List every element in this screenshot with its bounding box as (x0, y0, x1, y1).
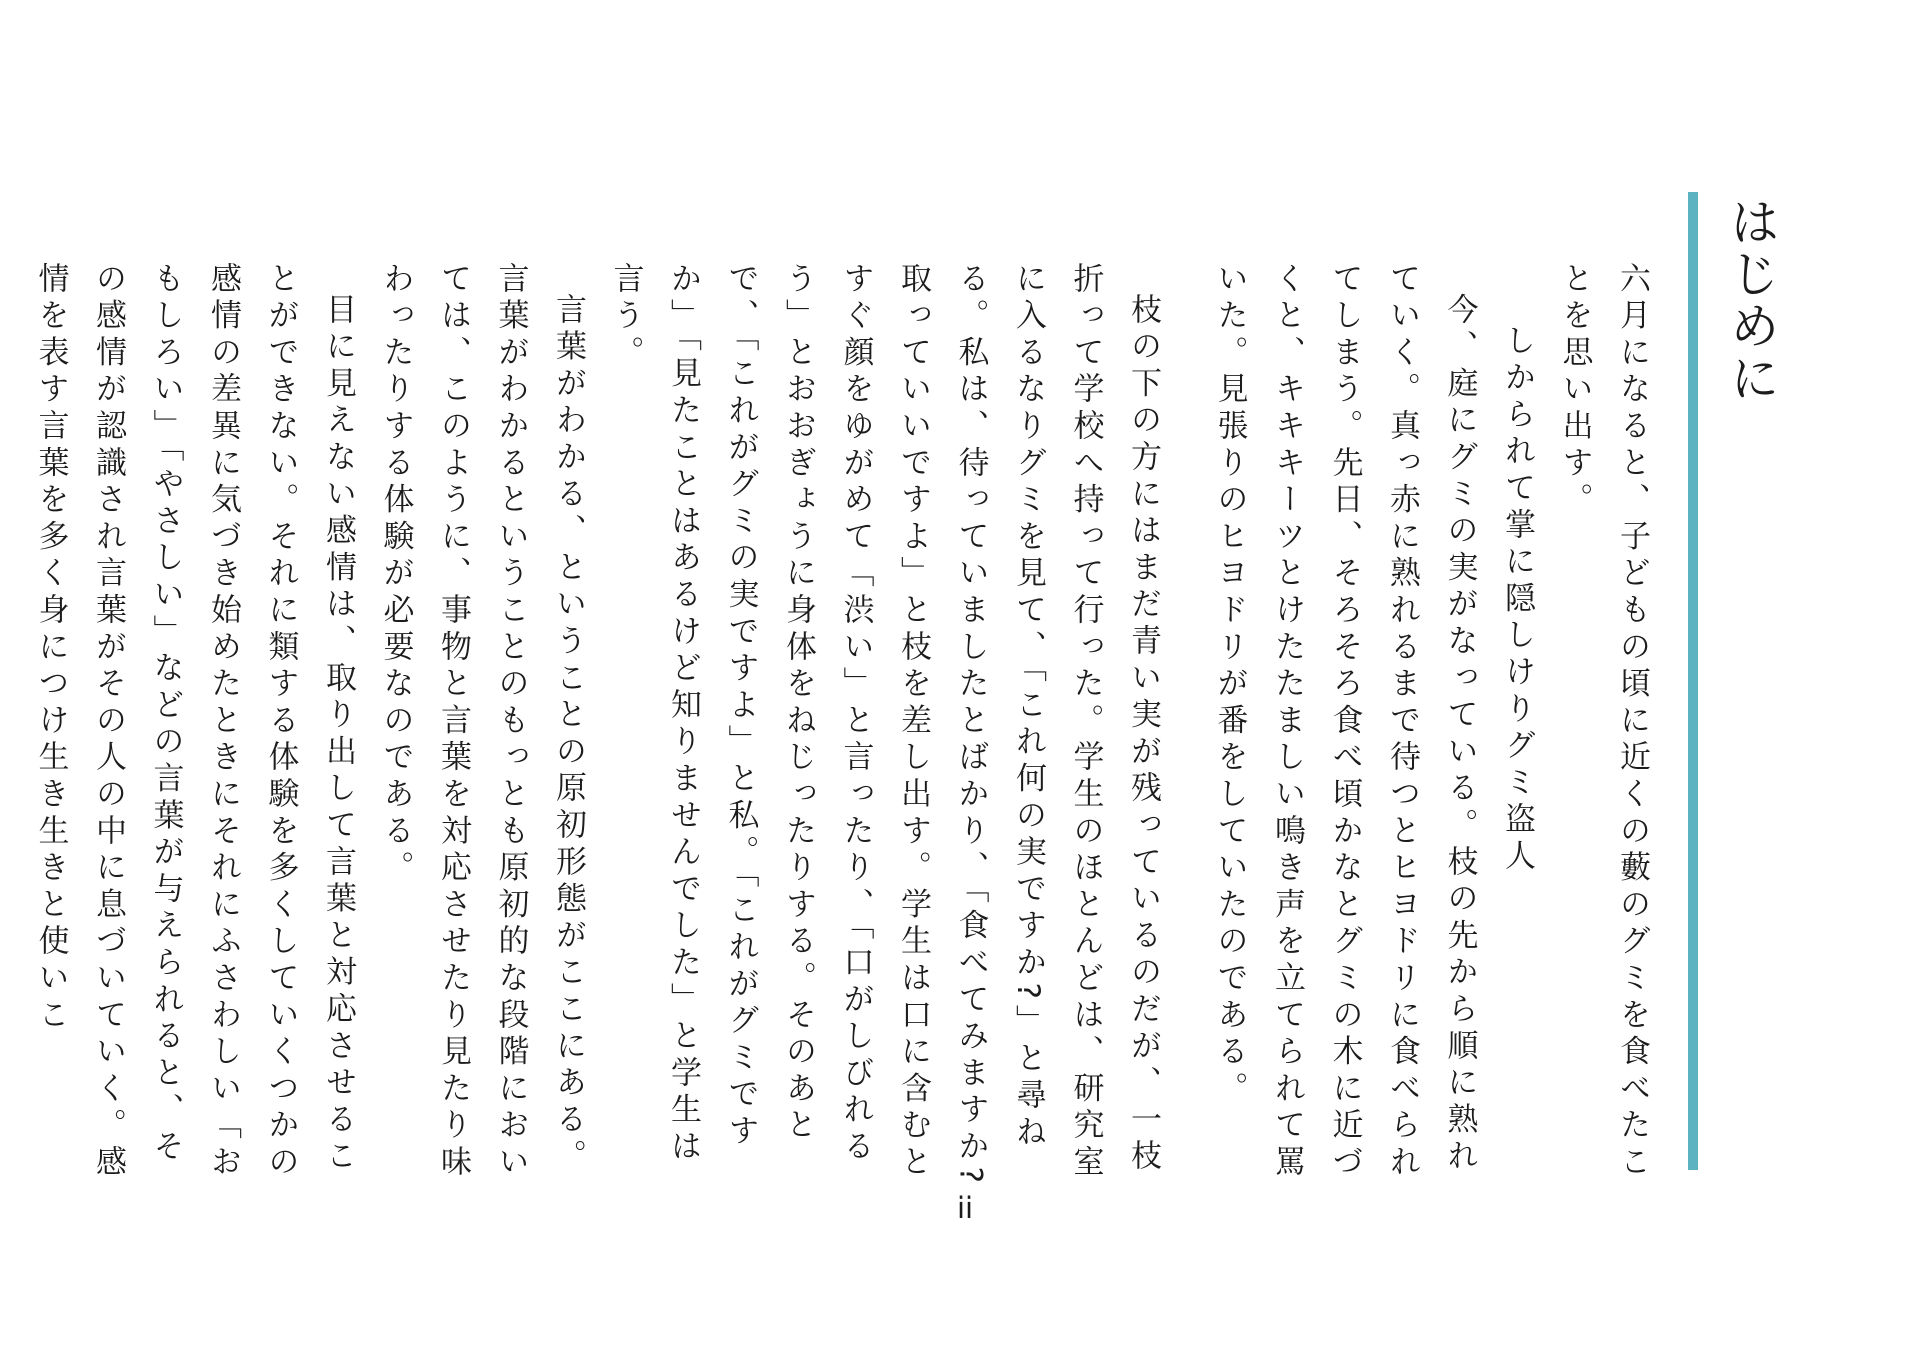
paragraph-understanding: 言葉がわかる、ということの原初形態がここにある。言葉がわかるということのもっとも原初的な段階においては、このように、事物と言葉を対応させたり見たり味わったりする体験が必要なのである。 (377, 262, 586, 1182)
body-text (32, 262, 1660, 1197)
paragraph-emotions: 目に見えない感情は、取り出して言葉と対応させることができない。それに類する体験を多くしていくつかの感情の差異に気づき始めたときにそれにふさわしい「おもしろい」「やさしい」などの言葉が与えられると、その感情が認識され言葉がその人の中に息づいていく。感情を表す言葉を多く身につけ生き生きと使いこ (32, 262, 356, 1182)
heading-accent-rule (1688, 192, 1698, 1170)
paragraph-intro: 六月になると、子どもの頃に近くの藪のグミを食べたことを思い出す。 (1556, 262, 1650, 1182)
section-heading: はじめに (1722, 196, 1780, 404)
paragraph-garden: 今、庭にグミの実がなっている。枝の先から順に熟れていく。真っ赤に熟れるまで待つとヒヨドリに食べられてしまう。先日、そろそろ食べ頃かなとグミの木に近づくと、キキキーツとけたたましい鳴き声を立てられて罵いた。見張りのヒヨドリが番をしていたのである。 (1211, 262, 1478, 1182)
page-number: ii (956, 1191, 974, 1225)
paragraph-students: 枝の下の方にはまだ青い実が残っているのだが、一枝折って学校へ持って行った。学生のほとんどは、研究室に入るなりグミを見て、「これ何の実ですか?」と尋ねる。私は、待っていましたとばかり、「食べてみますか?取っていいですよ」と枝を差し出す。学生は口に含むとすぐ顔をゆがめて「渋い」と言ったり、「口がしびれるう」とおおぎょうに身体をねじったりする。そのあとで、「これがグミの実ですよ」と私。「これがグミですか」「見たことはあるけど知りませんでした」と学生は言う。 (607, 262, 1161, 1189)
paragraph-haiku: しかられて掌に隠しけりグミ盗人 (1499, 324, 1535, 876)
